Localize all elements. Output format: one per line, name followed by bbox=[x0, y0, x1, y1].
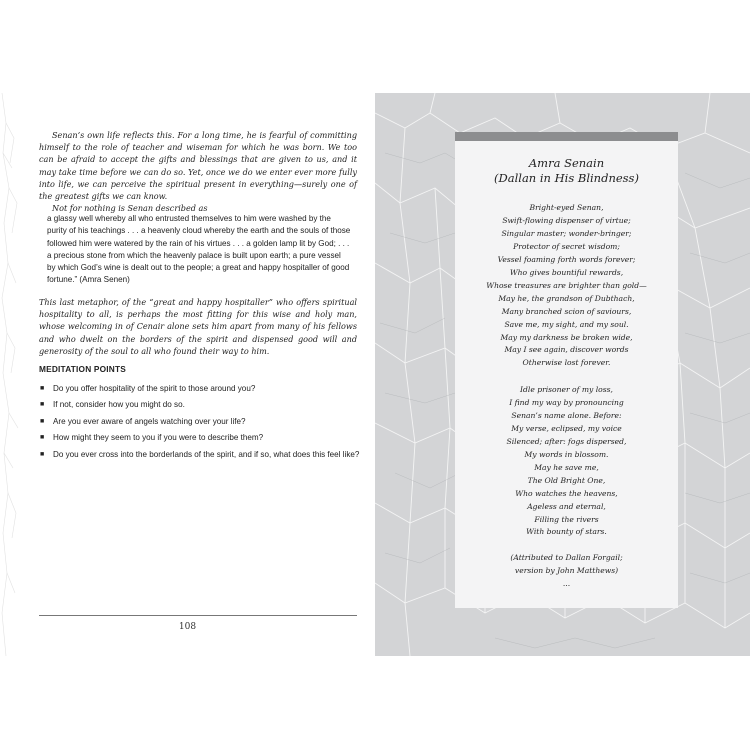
meditation-point bbox=[39, 416, 369, 428]
footer-rule bbox=[39, 615, 357, 616]
meditation-point bbox=[39, 383, 369, 395]
meditation-heading: MEDITATION POINTS bbox=[39, 364, 126, 374]
meditation-point-text: How might they seem to you if you were to describe them? bbox=[53, 433, 264, 443]
body-paragraph-text: This last metaphor, of the “great and happy hospitaller” who offers spiritual hospitality to all, is perhaps the most fitting for this wise and holy man, whose welcoming in of Cenair alone sets him apart from many of his fellows and who dwelt on the borders of the spirit and dispensed good will and generosity of the soul to all who found their way to him. bbox=[39, 297, 357, 356]
poem-line: Senan’s name alone. Before: bbox=[511, 410, 622, 420]
poem-line: My words in blossom. bbox=[524, 449, 609, 459]
poem-line: Protector of secret wisdom; bbox=[513, 241, 620, 251]
square-bullet-icon: ■ bbox=[40, 385, 45, 392]
poem-line: May he save me, bbox=[534, 462, 599, 472]
poem-line: Who gives bountiful rewards, bbox=[509, 267, 624, 277]
attribution-line: (Attributed to Dallan Forgail; bbox=[510, 553, 623, 562]
poem-line: Singular master; wonder-bringer; bbox=[501, 228, 632, 238]
block-quote-text: a glassy well whereby all who entrusted themselves to him were washed by the purity of his teachings . . . a heavenly cloud whereby the earth and the souls of those followed him were watered by the rain of his virtues . . . a golden lamp lit by God; . . . a precious stone from which the heavenly palace is built upon earth; a pure vessel by which God’s wine is dealt out to the people; a great and happy hospitaller of good fortune.” (Amra Senen) bbox=[47, 214, 351, 285]
meditation-point-text: Do you offer hospitality of the spirit to those around you? bbox=[53, 384, 256, 393]
poem-line: May I see again, discover words bbox=[504, 345, 629, 355]
left-crackle-texture bbox=[0, 93, 22, 656]
poem-line: Bright-eyed Senan, bbox=[529, 203, 604, 212]
square-bullet-icon: ■ bbox=[40, 450, 45, 458]
poem-line: I find my way by pronouncing bbox=[509, 397, 624, 407]
poem-line: May he, the grandson of Dubthach, bbox=[498, 293, 635, 303]
page-number: 108 bbox=[178, 622, 197, 632]
poem-line: Silenced; after: fogs dispersed, bbox=[506, 436, 627, 446]
meditation-point bbox=[39, 449, 369, 461]
body-paragraph bbox=[39, 296, 357, 357]
poem-line: My verse, eclipsed, my voice bbox=[511, 423, 622, 433]
poem-title-line: Amra Senain bbox=[528, 156, 605, 170]
square-bullet-icon: ■ bbox=[40, 434, 45, 442]
poem-line: Who watches the heavens, bbox=[515, 488, 618, 498]
poem-line: Save me, my sight, and my soul. bbox=[504, 319, 629, 329]
poem-panel bbox=[455, 132, 678, 608]
block-quote bbox=[47, 213, 351, 287]
attribution-ellipsis: ... bbox=[562, 578, 571, 588]
poem-subtitle-line: (Dallan in His Blindness) bbox=[494, 171, 639, 185]
poem-attribution bbox=[455, 552, 678, 591]
poem-stanza-1 bbox=[455, 202, 678, 370]
poem-line: Otherwise lost forever. bbox=[522, 358, 611, 368]
meditation-point-text: Are you ever aware of angels watching over your life? bbox=[53, 416, 246, 426]
intro-text bbox=[39, 129, 357, 214]
square-bullet-icon: ■ bbox=[40, 417, 45, 425]
meditation-point-text: If not, consider how you might do so. bbox=[53, 400, 185, 410]
poem-header-bar bbox=[455, 132, 678, 141]
attribution-line: version by John Matthews) bbox=[514, 565, 619, 575]
poem-line: Many branched scion of saviours, bbox=[501, 306, 632, 316]
poem-line: The Old Bright One, bbox=[527, 475, 606, 485]
poem-line: May my darkness be broken wide, bbox=[500, 332, 633, 342]
poem-line: Vessel foaming forth words forever; bbox=[497, 254, 636, 264]
square-bullet-icon: ■ bbox=[40, 401, 45, 409]
poem-line: Whose treasures are brighter than gold— bbox=[486, 280, 647, 290]
poem-line: Filling the rivers bbox=[534, 514, 599, 524]
poem-line: Ageless and eternal, bbox=[527, 501, 606, 511]
meditation-point bbox=[39, 399, 369, 411]
poem-stanza-2 bbox=[455, 384, 678, 539]
poem-line: Swift-flowing dispenser of virtue; bbox=[502, 215, 631, 225]
poem-title bbox=[455, 156, 678, 186]
meditation-list bbox=[39, 383, 369, 465]
meditation-point bbox=[39, 432, 369, 444]
poem-line: With bounty of stars. bbox=[526, 527, 607, 537]
intro-paragraph: Senan’s own life reflects this. For a long time, he is fearful of committing himself to the role of teacher and wiseman for which he was born. We too can be afraid to accept the gifts and blessings that are given to us, and it may take time before we can do so. Yet, once we do we enter ever more fully into life, we can perceive the spiritual present in everything—surely one of the greatest gifts we can know. bbox=[39, 130, 357, 202]
poem-line: Idle prisoner of my loss, bbox=[520, 385, 613, 394]
meditation-point-text: Do you ever cross into the borderlands of the spirit, and if so, what does this feel like? bbox=[53, 449, 360, 459]
intro-lead-line: Not for nothing is Senan described as bbox=[52, 203, 208, 214]
